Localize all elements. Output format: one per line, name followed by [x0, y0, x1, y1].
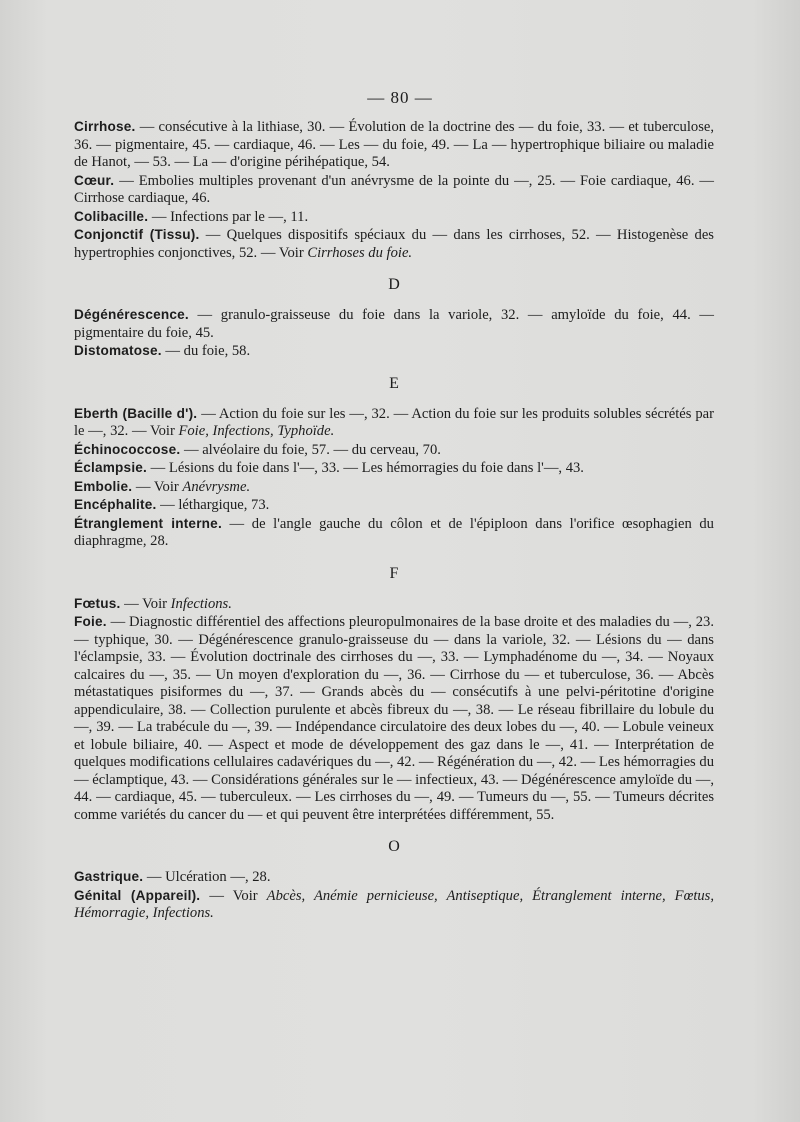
entry-term: Conjonctif (Tissu). — [74, 227, 200, 242]
entry-text: — Ulcération —, 28. — [143, 869, 271, 885]
entry-see-also: Anévrysme. — [182, 478, 251, 495]
entry-term: Encéphalite. — [74, 497, 157, 512]
index-entry — [74, 613, 714, 824]
index-entry — [74, 342, 714, 361]
index-section-d — [74, 276, 714, 361]
index-section-c — [74, 118, 714, 262]
index-content — [74, 118, 714, 923]
index-entry — [74, 887, 714, 923]
entry-text: — Embolies multiples provenant d'un anévrysme de la pointe du —, 25. — Foie cardiaque, 46. — Cirrhose cardiaque, 46. — [74, 172, 714, 206]
entry-term: Cirrhose. — [74, 119, 136, 134]
entry-see-also: Infections. — [170, 595, 232, 612]
entry-text: — consécutive à la lithiase, 30. — Évolution de la doctrine des — du foie, 33. — et tuberculose, 36. — pigmentaire, 45. — cardiaque, 46. — Les — du foie, 49. — La — hypertrophique biliaire ou maladie de Hanot, — 53. — La — d'origine périhépatique, 54. — [74, 119, 714, 170]
entry-text: — de l'angle gauche du côlon et de l'épiploon dans l'orifice œsophagien du diaphragme, 28. — [74, 515, 714, 549]
index-entry — [74, 515, 714, 551]
entry-text: — Quelques dispositifs spéciaux du — dans les cirrhoses, 52. — Histogenèse des hypertrophies conjonctives, 52. — Voir — [74, 227, 714, 261]
page-number: — 80 — — [367, 88, 433, 107]
entry-term: Génital (Appareil). — [74, 887, 201, 903]
index-entry — [74, 118, 714, 172]
index-entry — [74, 208, 714, 227]
entry-term: Cœur. — [74, 172, 115, 188]
entry-term: Eberth (Bacille d'). — [74, 405, 198, 421]
entry-text: — Voir — [132, 478, 183, 495]
entry-text: — Diagnostic différentiel des affections pleuropulmonaires de la base droite et des maladies du —, 23. — typhique, 30. — Dégénérescence granulo-graisseuse du — dans la variole, 32. — Lésions du — dans l'éclampsie, 33. — Évolution doctrinale des cirrhoses du —, 33. — Lymphadénome du —, 34. — Noyaux calcaires du —, 35. — Un moyen d'exploration du —, 36. — Cirrhose du — et tuberculose, 36. — Abcès métastatiques pisiformes du —, 37. — Grands abcès du — consécutifs à une pelvi-péritotine d'origine appendiculaire, 38. — Collection purulente et abcès fibreux du —, 38. — Le réseau fibrillaire du lobule du —, 39. — La trabécule du —, 39. — Indépendance circulatoire des deux lobes du —, 40. — Lobule veineux et lobule biliaire, 40. — Aspect et mode de développement des gaz dans le —, 41. — Interprétation de quelques modifications cellulaires cadavériques du —, 42. — Régénération du —, 42. — Les hémorragies du — éclamptique, 43. — Considérations générales sur le — infectieux, 43. — Dégénérescence amyloïde du —, 44. — cardiaque, 45. — tuberculeux. — Les cirrhoses du —, 49. — Tumeurs du —, 55. — Tumeurs décrites comme variétés du cancer du — et qui peuvent être interprétées différemment, 55. — [74, 614, 714, 823]
entry-text: — granulo-graisseuse du foie dans la variole, 32. — amyloïde du foie, 44. — pigmentaire du foie, 45. — [74, 307, 714, 341]
entry-see-also: Foie, Infections, Typhoïde. — [178, 423, 335, 439]
section-letter: O — [388, 838, 400, 855]
entry-text: — alvéolaire du foie, 57. — du cerveau, 70. — [180, 441, 441, 458]
index-entry — [74, 459, 714, 478]
entry-term: Dégénérescence. — [74, 307, 189, 322]
entry-text: — Action du foie sur les —, 32. — Action du foie sur les produits solubles sécrétés par le —, 32. — Voir — [74, 405, 714, 439]
index-entry — [74, 595, 714, 614]
index-entry — [74, 478, 714, 497]
entry-term: Étranglement interne. — [74, 515, 222, 531]
entry-text: — léthargique, 73. — [156, 497, 270, 513]
index-entry — [74, 868, 714, 887]
entry-text: — du foie, 58. — [161, 343, 251, 359]
entry-text: — Lésions du foie dans l'—, 33. — Les hémorragies du foie dans l'—, 43. — [147, 460, 584, 476]
entry-text: — Infections par le —, 11. — [148, 208, 309, 225]
index-entry — [74, 496, 714, 515]
section-letter: D — [388, 276, 400, 293]
entry-term: Foie. — [74, 614, 107, 629]
index-entry — [74, 226, 714, 262]
index-entry — [74, 405, 714, 441]
entry-term: Embolie. — [74, 478, 133, 494]
entry-see-also: Abcès, Anémie pernicieuse, Antiseptique, Étranglement interne, Fœtus, Hémorragie, Infections. — [74, 887, 715, 921]
entry-term: Échinococcose. — [74, 441, 181, 457]
section-letter: E — [389, 374, 399, 392]
entry-term: Colibacille. — [74, 208, 149, 224]
index-entry — [74, 441, 714, 460]
entry-term: Éclampsie. — [74, 460, 148, 475]
entry-text: — Voir — [200, 887, 267, 904]
index-section-f — [74, 565, 714, 825]
entry-term: Fœtus. — [74, 595, 121, 611]
entry-term: Distomatose. — [74, 343, 162, 358]
index-section-o — [74, 838, 714, 923]
section-letter: F — [389, 564, 399, 582]
entry-term: Gastrique. — [74, 869, 144, 884]
entry-text: — Voir — [120, 595, 171, 612]
index-entry — [74, 306, 714, 342]
entry-see-also: Cirrhoses du foie. — [307, 244, 413, 261]
index-section-e — [74, 375, 714, 551]
index-entry — [74, 172, 714, 208]
